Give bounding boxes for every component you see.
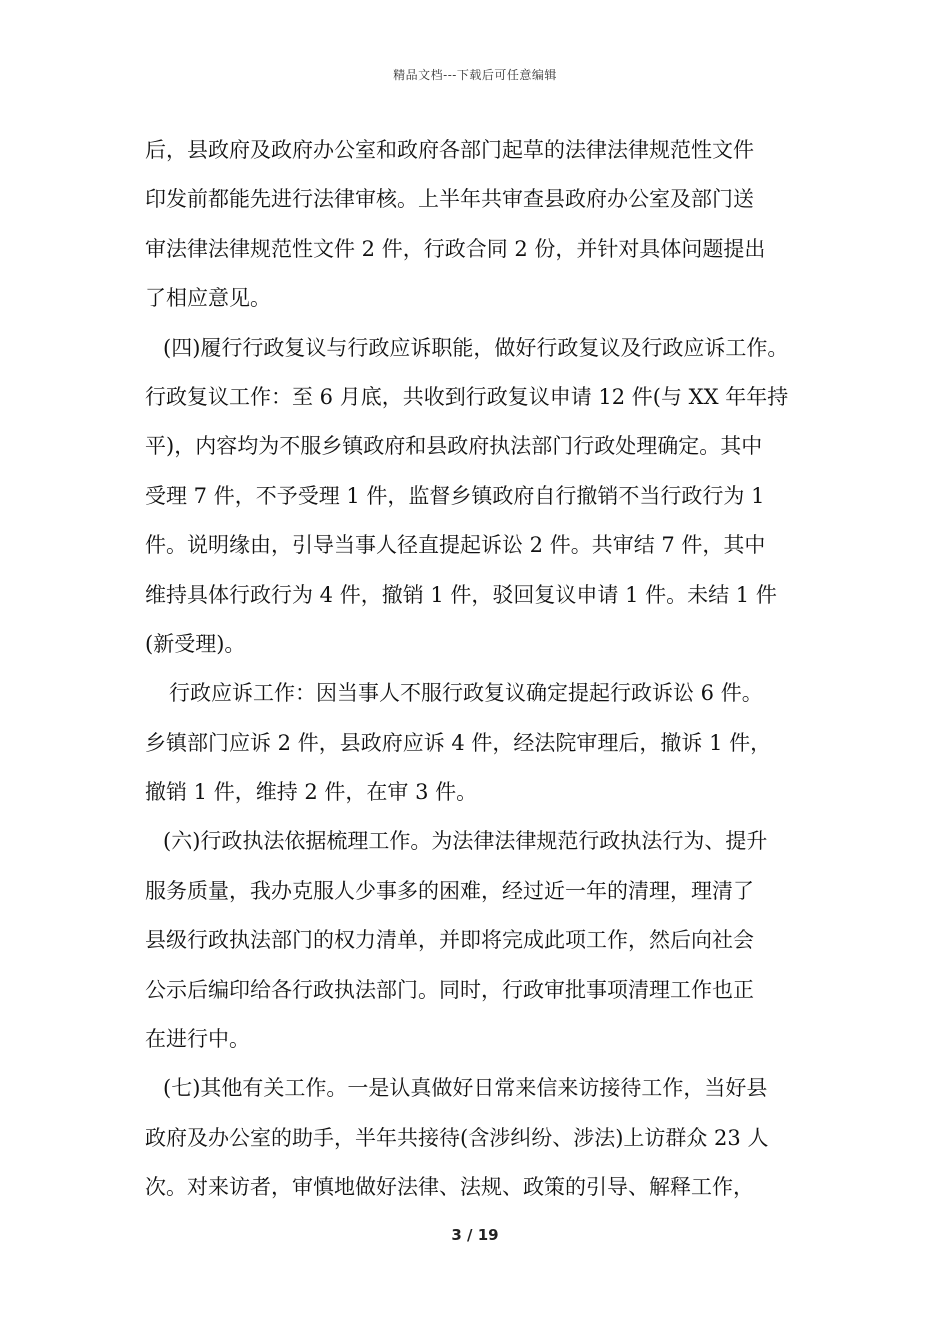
text-line: 服务质量，我办克服人少事多的困难，经过近一年的清理，理清了 [145,878,754,903]
text-line: 平)，内容均为不服乡镇政府和县政府执法部门行政处理确定。其中 [145,434,763,459]
text-line: 审法律法律规范性文件 2 件，行政合同 2 份，并针对具体问题提出 [145,236,766,261]
text-line: 县级行政执法部门的权力清单，并即将完成此项工作，然后向社会 [145,928,754,953]
text-line: 件。说明缘由，引导当事人径直提起诉讼 2 件。共审结 7 件，其中 [145,533,766,558]
text-line: 印发前都能先进行法律审核。上半年共审查县政府办公室及部门送 [145,187,754,212]
text-line: 撤销 1 件，维持 2 件，在审 3 件。 [145,780,478,805]
text-line: 在进行中。 [145,1027,250,1052]
paragraph-start: 行政应诉工作：因当事人不服行政复议确定提起行政诉讼 6 件。 [169,681,763,706]
text-line: 受理 7 件，不予受理 1 件，监督乡镇政府自行撤销不当行政行为 1 [145,483,765,508]
page-header: 精品文档---下载后可任意编辑 [393,68,557,82]
text-line: 乡镇部门应诉 2 件，县政府应诉 4 件，经法院审理后，撤诉 1 件， [145,730,772,755]
paragraph-heading-4: (四)履行行政复议与行政应诉职能，做好行政复议及行政应诉工作。 [163,335,789,360]
text-line: 行政复议工作：至 6 月底，共收到行政复议申请 12 件(与 XX 年年持 [145,384,789,409]
text-line: 政府及办公室的助手，半年共接待(含涉纠纷、涉法)上访群众 23 人 [145,1125,769,1150]
page-number: 3 / 19 [451,1226,499,1244]
paragraph-heading-6: (六)行政执法依据梳理工作。为法律法律规范行政执法行为、提升 [163,829,768,854]
text-line: 公示后编印给各行政执法部门。同时，行政审批事项清理工作也正 [145,977,754,1002]
text-line: 维持具体行政行为 4 件，撤销 1 件，驳回复议申请 1 件。未结 1 件 [145,582,777,607]
text-line: 次。对来访者，审慎地做好法律、法规、政策的引导、解释工作， [145,1175,754,1200]
text-line: (新受理)。 [145,631,246,656]
paragraph-heading-7: (七)其他有关工作。一是认真做好日常来信来访接待工作，当好县 [163,1076,768,1101]
text-line: 了相应意见。 [145,286,271,311]
document-body [145,126,815,1213]
text-line: 后，县政府及政府办公室和政府各部门起草的法律法律规范性文件 [145,138,754,162]
